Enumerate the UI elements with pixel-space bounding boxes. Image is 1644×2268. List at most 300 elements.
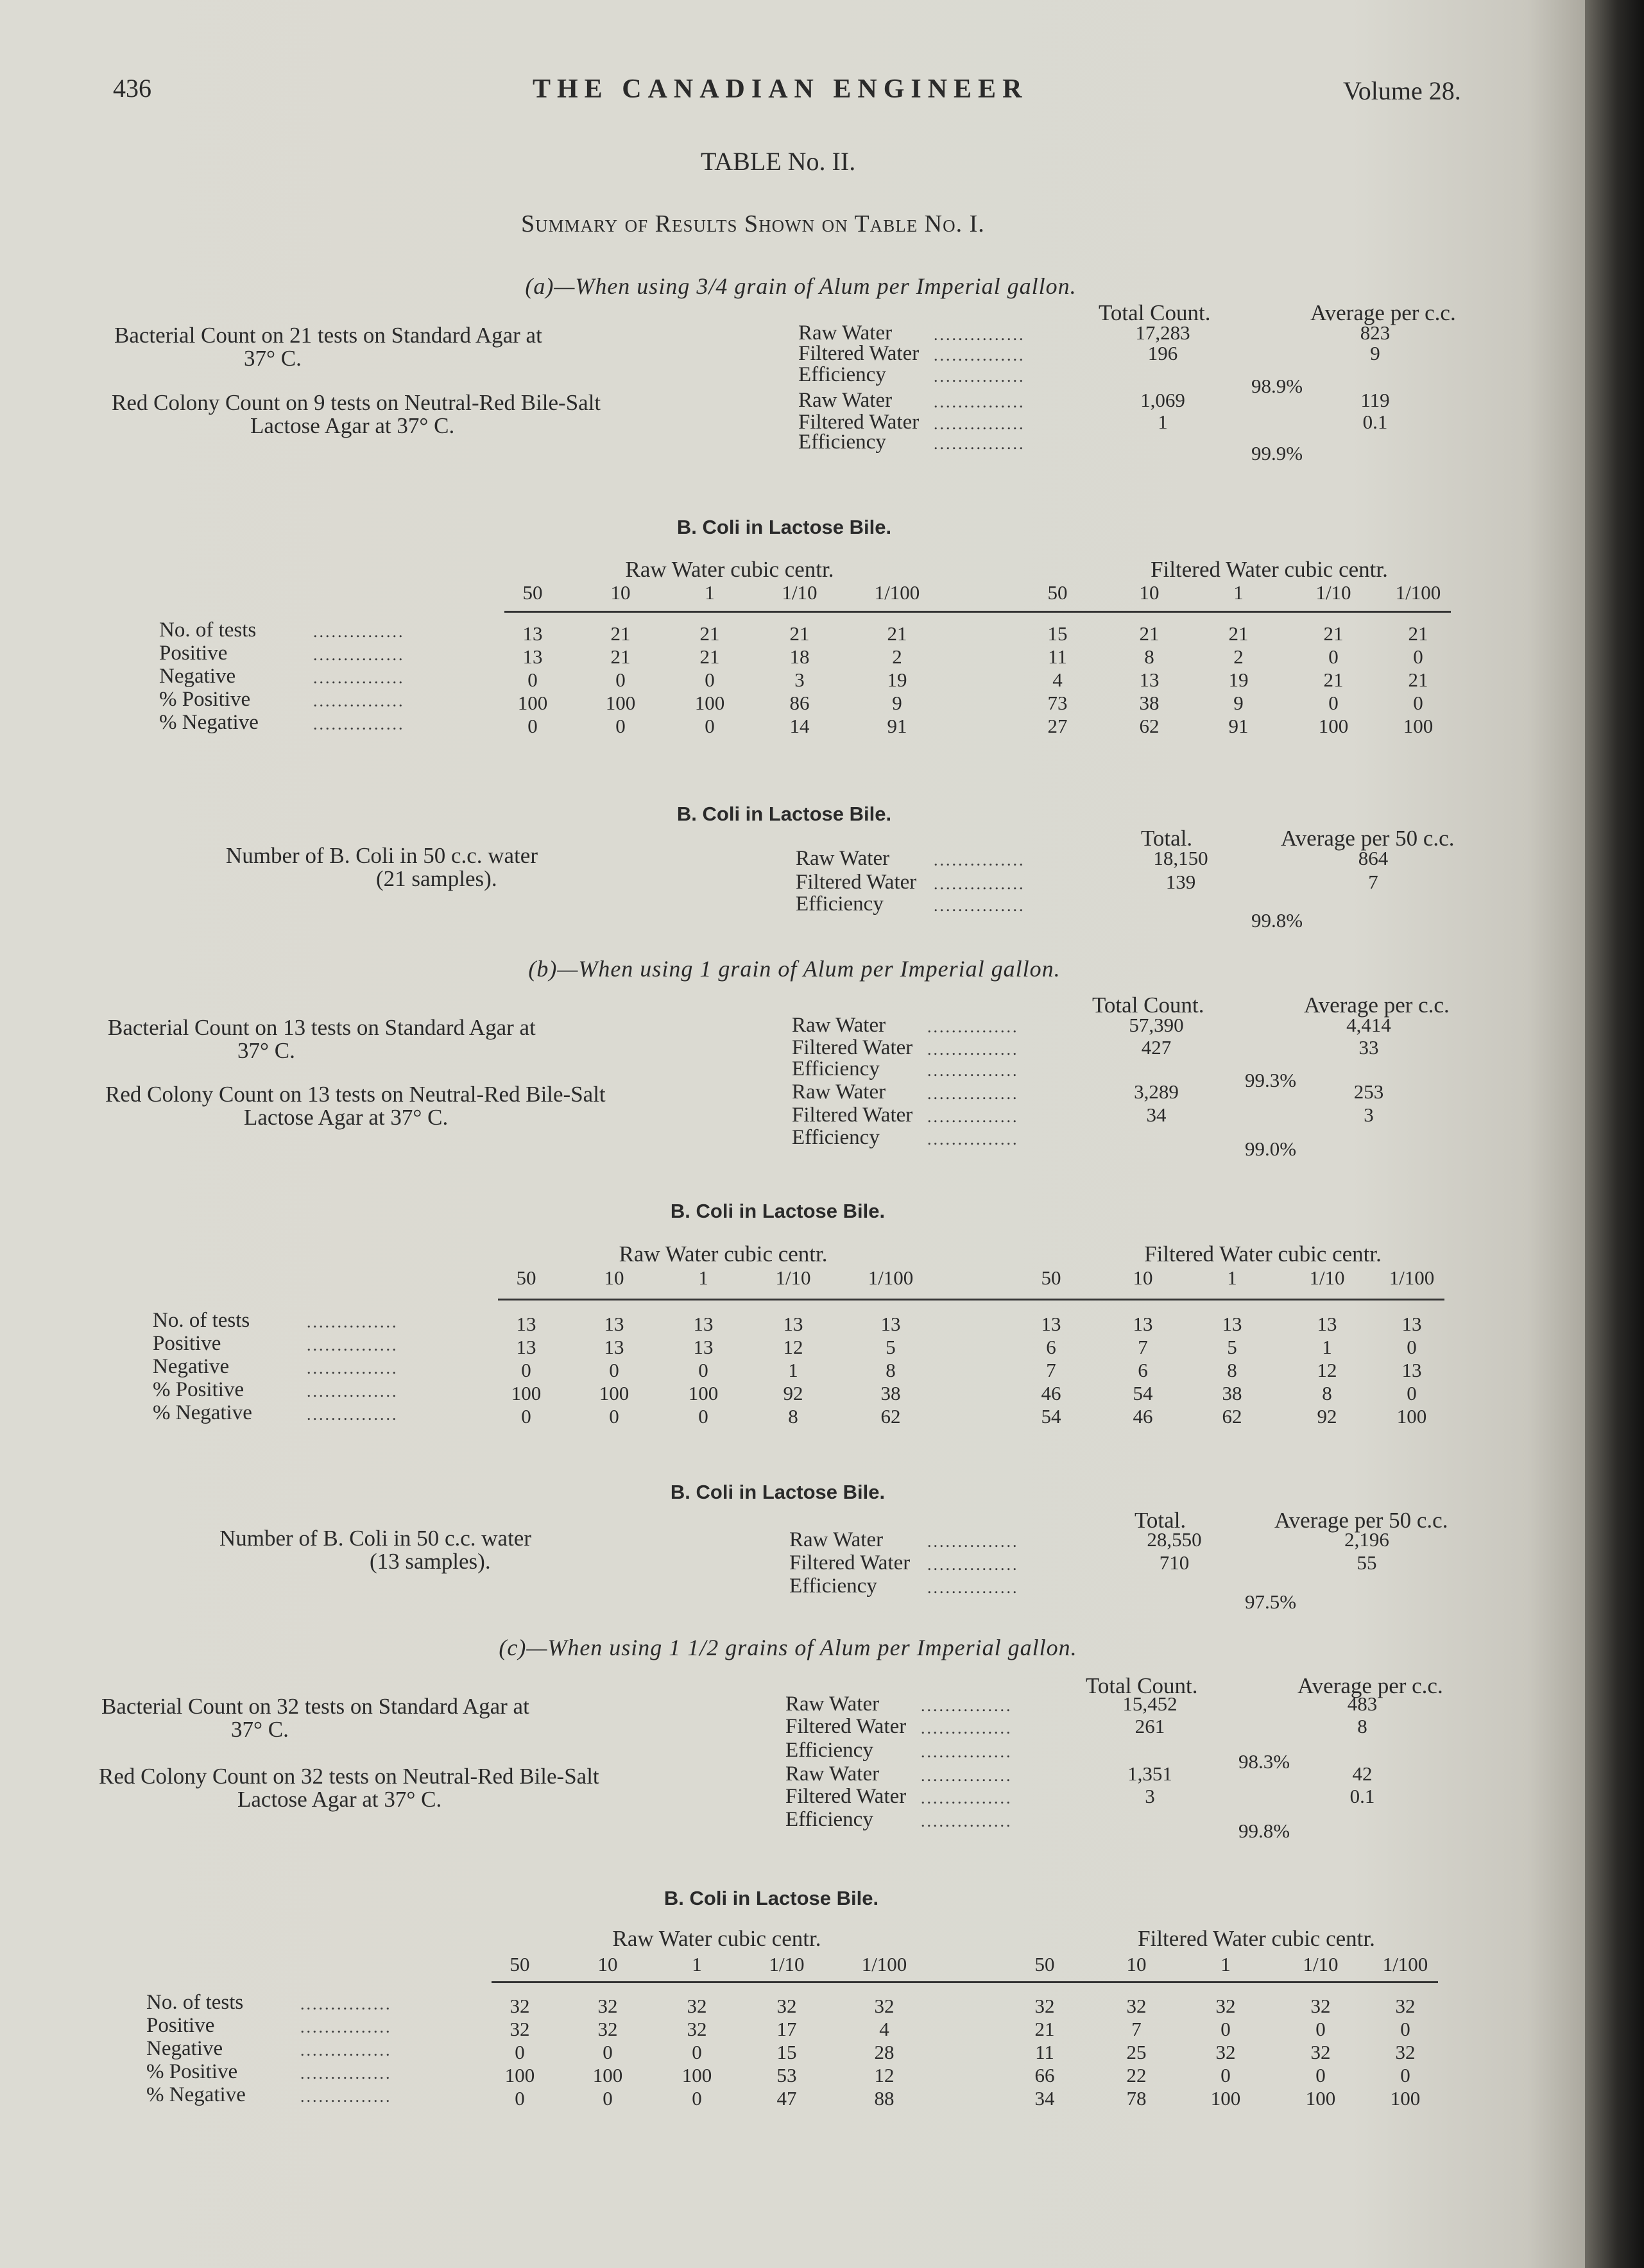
leader-dots: ............... [934,367,1025,386]
red-label-line1: Red Colony Count on 13 tests on Neutral-Red Bile-Salt [105,1082,606,1107]
total-count-header: Total Count. [1099,300,1211,325]
table-row-label: Positive [153,1332,221,1355]
raw-cell: 0 [515,2087,525,2110]
filtered-dilution-header: 1 [1227,1266,1237,1289]
table-row-label: % Positive [159,688,251,711]
filtered-cell: 34 [1034,2087,1055,2110]
raw-cell: 100 [599,1382,629,1404]
total-count-header: Total Count. [1086,1673,1198,1698]
filtered-cell: 9 [1233,692,1244,714]
raw-cell: 13 [604,1336,624,1358]
leader-dots: ............... [313,622,405,641]
raw-cell: 4 [879,2018,889,2040]
total-value: 427 [1141,1036,1172,1059]
raw-cell: 0 [603,2087,613,2110]
leader-dots: ............... [927,1061,1019,1080]
filtered-water-label: Filtered Water [796,871,917,894]
table-row-label: % Negative [159,711,259,734]
filtered-dilution-header: 50 [1047,581,1068,604]
leader-dots: ............... [927,1018,1019,1036]
raw-cell: 32 [687,2018,707,2040]
filtered-water-label: Filtered Water [792,1104,913,1127]
raw-water-label: Raw Water [796,847,890,870]
filtered-cell: 0 [1220,2064,1231,2086]
bact-efficiency-value: 99.3% [1244,1069,1297,1091]
leader-dots: ............... [300,1995,392,2013]
raw-cell: 21 [699,622,720,645]
filtered-cell: 32 [1395,1995,1416,2017]
section-subheading: (c)—When using 1 1/2 grains of Alum per Imperial gallon. [499,1635,1077,1660]
filtered-water-label: Filtered Water [792,1036,913,1059]
filtered-dilution-header: 1/100 [1382,1953,1428,1975]
table-row-label: Positive [159,642,228,665]
total-value: 28,550 [1147,1528,1202,1551]
raw-cell: 13 [693,1336,714,1358]
raw-cell: 17 [776,2018,797,2040]
filtered-cell: 11 [1035,2041,1054,2063]
leader-dots: ............... [934,346,1025,364]
average-value: 2,196 [1344,1528,1389,1551]
bact-label-line1: Bacterial Count on 32 tests on Standard Agar at [101,1694,529,1719]
leader-dots: ............... [300,2018,392,2036]
raw-cell: 32 [687,1995,707,2017]
red-label-line2: Lactose Agar at 37° C. [244,1105,449,1130]
total-value: 15,452 [1122,1692,1177,1715]
filtered-cell: 32 [1310,2041,1331,2063]
filtered-cell: 100 [1396,1405,1427,1428]
leader-dots: ............... [934,874,1025,893]
raw-cell: 0 [698,1405,708,1428]
leader-dots: ............... [307,1359,398,1377]
raw-cell: 13 [522,645,543,668]
average-value: 7 [1368,871,1378,893]
filtered-cell: 62 [1139,715,1160,737]
raw-cell: 100 [605,692,636,714]
raw-cell: 13 [516,1336,536,1358]
filtered-cell: 21 [1034,2018,1055,2040]
filtered-cell: 8 [1322,1382,1332,1404]
filtered-cell: 32 [1034,1995,1055,2017]
leader-dots: ............... [927,1555,1019,1574]
efficiency-label: Efficiency [792,1057,880,1080]
raw-cell: 21 [610,622,631,645]
average-50cc-header: Average per 50 c.c. [1281,826,1455,851]
average-value: 55 [1357,1551,1377,1574]
raw-dilution-header: 50 [509,1953,530,1975]
average-50cc-header: Average per 50 c.c. [1274,1508,1448,1533]
raw-cell: 100 [681,2064,712,2086]
total-value: 1,351 [1127,1762,1172,1785]
raw-cell: 2 [892,645,902,668]
filtered-cell: 25 [1126,2041,1147,2063]
leader-dots: ............... [313,669,405,687]
table-row-label: % Negative [153,1401,252,1424]
raw-cell: 28 [874,2041,895,2063]
raw-cell: 8 [788,1405,798,1428]
raw-cell: 38 [880,1382,901,1404]
raw-cell: 21 [699,645,720,668]
filtered-cell: 7 [1138,1336,1148,1358]
average-value: 864 [1358,847,1389,869]
total-value: 3 [1145,1785,1155,1807]
average-value: 253 [1353,1080,1384,1103]
bact-efficiency-value: 98.3% [1238,1750,1290,1773]
leader-dots: ............... [927,1084,1019,1103]
leader-dots: ............... [300,2064,392,2083]
raw-cell: 0 [527,669,538,691]
bact-label-line2: 37° C. [244,346,302,371]
total-value: 17,283 [1135,321,1190,344]
filtered-cell: 32 [1126,1995,1147,2017]
raw-cell: 32 [509,2018,530,2040]
table-row-label: No. of tests [146,1991,244,2014]
raw-cell: 21 [610,645,631,668]
bact-label-line1: Bacterial Count on 21 tests on Standard Agar at [114,323,542,348]
average-value: 8 [1357,1715,1367,1737]
filtered-cell: 13 [1222,1313,1242,1335]
filtered-cell: 21 [1323,622,1344,645]
raw-cell: 3 [794,669,805,691]
leader-dots: ............... [934,393,1025,411]
total-value: 34 [1146,1104,1167,1126]
raw-cell: 14 [789,715,810,737]
filtered-dilution-header: 50 [1034,1953,1055,1975]
leader-dots: ............... [934,414,1025,433]
average-value: 0.1 [1362,411,1388,433]
filtered-cell: 1 [1322,1336,1332,1358]
efficiency-label: Efficiency [785,1808,873,1831]
filtered-cell: 4 [1052,669,1063,691]
leader-dots: ............... [921,1743,1013,1761]
filtered-header-rule [787,611,1451,613]
section-subheading: (b)—When using 1 grain of Alum per Imperial gallon. [528,956,1061,982]
filtered-cell: 0 [1315,2018,1326,2040]
bcoli-table-heading: B. Coli in Lactose Bile. [664,1887,879,1909]
raw-cell: 13 [783,1313,803,1335]
total-value: 1 [1158,411,1168,433]
filtered-header-rule [780,1299,1444,1300]
average-cc-header: Average per c.c. [1310,300,1456,325]
raw-cell: 0 [609,1405,619,1428]
filtered-cell: 92 [1317,1405,1337,1428]
raw-cell: 0 [527,715,538,737]
average-value: 0.1 [1349,1785,1375,1807]
filtered-cell: 78 [1126,2087,1147,2110]
raw-water-label: Raw Water [789,1528,884,1551]
leader-dots: ............... [921,1789,1013,1807]
book-spine [1585,0,1644,2268]
efficiency-label: Efficiency [796,892,884,916]
raw-cell: 0 [705,715,715,737]
leader-dots: ............... [934,325,1025,344]
leader-dots: ............... [927,1578,1019,1597]
raw-cell: 0 [603,2041,613,2063]
filtered-water-label: Filtered Water [785,1715,907,1738]
bcoli-efficiency-value: 99.8% [1251,909,1303,932]
filtered-cell: 100 [1390,2087,1421,2110]
raw-cell: 13 [880,1313,901,1335]
raw-cell: 32 [509,1995,530,2017]
leader-dots: ............... [300,2087,392,2106]
efficiency-label: Efficiency [798,363,886,386]
average-value: 823 [1360,321,1391,344]
leader-dots: ............... [313,715,405,733]
total-header: Total. [1141,826,1193,851]
average-value: 3 [1364,1104,1374,1126]
filtered-cell: 32 [1215,1995,1236,2017]
leader-dots: ............... [921,1719,1013,1737]
red-label-line1: Red Colony Count on 9 tests on Neutral-Red Bile-Salt [112,390,601,415]
table-title: TABLE No. II. [701,147,856,176]
filtered-cell: 32 [1310,1995,1331,2017]
filtered-water-label: Filtered Water [798,342,920,365]
raw-dilution-header: 1/100 [868,1266,914,1289]
table-row-label: Negative [146,2037,223,2060]
table-row-label: Negative [159,665,236,688]
filtered-cell: 7 [1046,1359,1056,1381]
raw-cell: 8 [886,1359,896,1381]
total-header: Total. [1135,1508,1186,1533]
raw-group-header: Raw Water cubic centr. [619,1241,828,1266]
raw-cell: 21 [789,622,810,645]
raw-cell: 13 [522,622,543,645]
raw-cell: 0 [698,1359,708,1381]
total-value: 710 [1159,1551,1190,1574]
raw-cell: 100 [694,692,725,714]
filtered-cell: 54 [1133,1382,1153,1404]
filtered-cell: 0 [1407,1382,1417,1404]
filtered-cell: 100 [1403,715,1434,737]
bact-label-line1: Bacterial Count on 13 tests on Standard Agar at [108,1015,536,1040]
red-efficiency-value: 99.9% [1251,442,1303,465]
filtered-dilution-header: 1 [1233,581,1244,604]
filtered-cell: 6 [1138,1359,1148,1381]
raw-water-label: Raw Water [798,321,893,345]
leader-dots: ............... [307,1313,398,1331]
raw-cell: 53 [776,2064,797,2086]
filtered-water-label: Filtered Water [789,1551,911,1574]
raw-cell: 1 [788,1359,798,1381]
raw-cell: 0 [615,669,626,691]
total-value: 261 [1135,1715,1165,1737]
average-value: 42 [1352,1762,1373,1785]
raw-cell: 47 [776,2087,797,2110]
raw-dilution-header: 50 [516,1266,536,1289]
average-value: 9 [1370,342,1380,364]
raw-cell: 15 [776,2041,797,2063]
filtered-dilution-header: 1/10 [1303,1953,1339,1975]
filtered-dilution-header: 1/10 [1315,581,1351,604]
filtered-water-label: Filtered Water [798,411,920,434]
raw-dilution-header: 1/100 [874,581,920,604]
raw-cell: 19 [887,669,907,691]
raw-cell: 100 [517,692,548,714]
filtered-cell: 21 [1408,622,1428,645]
table-subtitle: Summary of Results Shown on Table No. I. [521,210,985,237]
filtered-cell: 0 [1400,2018,1410,2040]
raw-header-rule [498,1299,780,1300]
bact-label-line2: 37° C. [231,1717,289,1742]
filtered-cell: 13 [1133,1313,1153,1335]
filtered-cell: 91 [1228,715,1249,737]
filtered-water-label: Filtered Water [785,1785,907,1808]
raw-water-label: Raw Water [798,389,893,412]
filtered-cell: 21 [1408,669,1428,691]
average-cc-header: Average per c.c. [1304,993,1450,1018]
raw-cell: 100 [511,1382,542,1404]
raw-cell: 92 [783,1382,803,1404]
leader-dots: ............... [307,1382,398,1401]
raw-cell: 13 [693,1313,714,1335]
table-row-label: % Positive [146,2060,238,2083]
raw-cell: 12 [874,2064,895,2086]
total-value: 139 [1165,871,1196,893]
table-row-label: Positive [146,2014,215,2037]
raw-dilution-header: 10 [597,1953,618,1975]
raw-cell: 0 [615,715,626,737]
bcoli-number-label-line2: (21 samples). [376,866,497,891]
raw-cell: 0 [515,2041,525,2063]
journal-title: THE CANADIAN ENGINEER [533,74,1029,104]
filtered-cell: 46 [1041,1382,1061,1404]
filtered-cell: 13 [1041,1313,1061,1335]
leader-dots: ............... [927,1532,1019,1551]
filtered-cell: 32 [1215,2041,1236,2063]
filtered-cell: 38 [1139,692,1160,714]
efficiency-label: Efficiency [792,1126,880,1149]
filtered-cell: 66 [1034,2064,1055,2086]
leader-dots: ............... [921,1696,1013,1715]
bcoli-number-label-line1: Number of B. Coli in 50 c.c. water [226,843,538,868]
filtered-header-rule [774,1981,1438,1983]
raw-cell: 91 [887,715,907,737]
raw-dilution-header: 10 [610,581,631,604]
filtered-cell: 13 [1317,1313,1337,1335]
total-value: 18,150 [1153,847,1208,869]
efficiency-label: Efficiency [785,1739,873,1762]
leader-dots: ............... [313,645,405,664]
raw-cell: 100 [504,2064,535,2086]
filtered-cell: 0 [1407,1336,1417,1358]
red-label-line2: Lactose Agar at 37° C. [250,413,455,438]
raw-cell: 13 [604,1313,624,1335]
leader-dots: ............... [921,1766,1013,1785]
red-label-line2: Lactose Agar at 37° C. [237,1787,442,1812]
raw-dilution-header: 1 [698,1266,708,1289]
filtered-group-header: Filtered Water cubic centr. [1138,1926,1375,1951]
raw-cell: 62 [880,1405,901,1428]
filtered-cell: 7 [1131,2018,1142,2040]
filtered-group-header: Filtered Water cubic centr. [1144,1241,1382,1266]
filtered-dilution-header: 1/100 [1395,581,1441,604]
filtered-cell: 13 [1139,669,1160,691]
filtered-cell: 2 [1233,645,1244,668]
raw-header-rule [504,611,787,613]
raw-cell: 32 [776,1995,797,2017]
leader-dots: ............... [307,1336,398,1354]
raw-water-label: Raw Water [792,1080,886,1104]
filtered-cell: 12 [1317,1359,1337,1381]
raw-cell: 5 [886,1336,896,1358]
filtered-cell: 19 [1228,669,1249,691]
raw-dilution-header: 50 [522,581,543,604]
filtered-cell: 0 [1328,645,1339,668]
table-row-label: Negative [153,1355,230,1378]
red-efficiency-value: 99.8% [1238,1820,1290,1842]
filtered-cell: 21 [1228,622,1249,645]
raw-cell: 0 [692,2041,702,2063]
efficiency-label: Efficiency [798,431,886,454]
bcoli-number-heading: B. Coli in Lactose Bile. [670,1481,886,1503]
raw-cell: 86 [789,692,810,714]
total-value: 57,390 [1129,1014,1184,1036]
leader-dots: ............... [300,2041,392,2059]
leader-dots: ............... [927,1130,1019,1148]
filtered-cell: 100 [1305,2087,1336,2110]
average-value: 119 [1360,389,1390,411]
raw-dilution-header: 1/10 [775,1266,811,1289]
leader-dots: ............... [313,692,405,710]
raw-dilution-header: 10 [604,1266,624,1289]
table-row-label: % Negative [146,2083,246,2106]
filtered-cell: 6 [1046,1336,1056,1358]
raw-cell: 0 [609,1359,619,1381]
filtered-cell: 0 [1400,2064,1410,2086]
leader-dots: ............... [934,851,1025,869]
leader-dots: ............... [934,434,1025,453]
raw-dilution-header: 1/100 [861,1953,907,1975]
filtered-cell: 15 [1047,622,1068,645]
raw-dilution-header: 1/10 [782,581,818,604]
raw-cell: 0 [692,2087,702,2110]
filtered-cell: 73 [1047,692,1068,714]
filtered-cell: 8 [1144,645,1154,668]
average-value: 33 [1358,1036,1379,1059]
leader-dots: ............... [307,1405,398,1424]
bact-efficiency-value: 98.9% [1251,375,1303,397]
raw-cell: 32 [597,1995,618,2017]
filtered-cell: 27 [1047,715,1068,737]
volume-label: Volume 28. [1343,76,1461,105]
filtered-cell: 32 [1395,2041,1416,2063]
raw-dilution-header: 1 [692,1953,702,1975]
filtered-cell: 0 [1328,692,1339,714]
leader-dots: ............... [927,1040,1019,1059]
leader-dots: ............... [934,896,1025,915]
filtered-cell: 100 [1318,715,1349,737]
table-row-label: No. of tests [159,618,257,642]
raw-header-rule [492,1981,774,1983]
filtered-cell: 8 [1227,1359,1237,1381]
filtered-cell: 13 [1401,1313,1422,1335]
filtered-cell: 100 [1210,2087,1241,2110]
raw-cell: 21 [887,622,907,645]
filtered-dilution-header: 10 [1126,1953,1147,1975]
table-row-label: No. of tests [153,1309,250,1332]
raw-group-header: Raw Water cubic centr. [625,557,834,582]
bcoli-table-heading: B. Coli in Lactose Bile. [676,516,892,538]
red-label-line1: Red Colony Count on 32 tests on Neutral-Red Bile-Salt [99,1764,599,1789]
filtered-cell: 54 [1041,1405,1061,1428]
raw-cell: 32 [874,1995,895,2017]
raw-dilution-header: 1 [705,581,715,604]
raw-cell: 100 [592,2064,623,2086]
filtered-dilution-header: 1 [1220,1953,1231,1975]
filtered-cell: 62 [1222,1405,1242,1428]
page-number: 436 [113,74,151,103]
filtered-dilution-header: 50 [1041,1266,1061,1289]
red-efficiency-value: 99.0% [1244,1138,1297,1160]
